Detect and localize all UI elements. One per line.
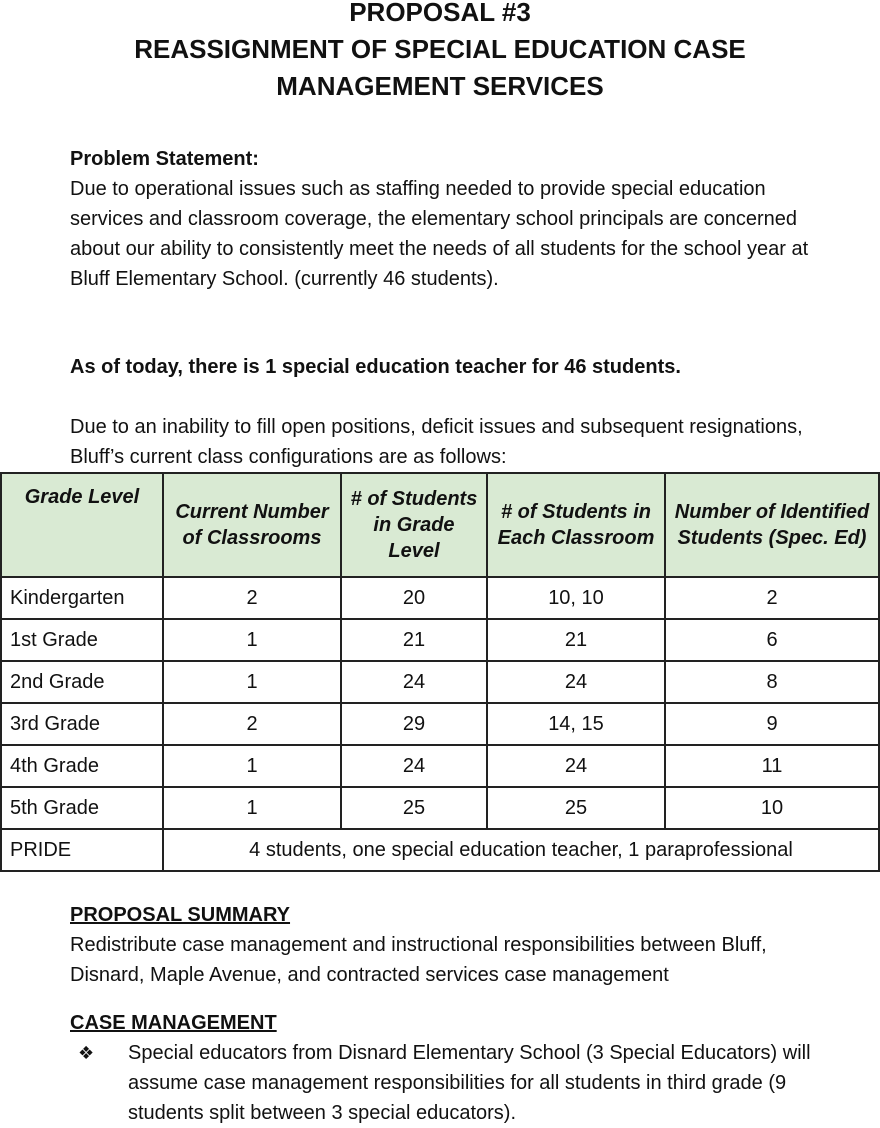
header-grade-level: Grade Level bbox=[1, 473, 163, 577]
header-students-in-grade: # of Students in Grade Level bbox=[341, 473, 487, 577]
table-row bbox=[1, 661, 879, 703]
header-current-classrooms: Current Number of Classrooms bbox=[163, 473, 341, 577]
problem-statement-section bbox=[70, 144, 840, 294]
title-line-3: MANAGEMENT SERVICES bbox=[276, 71, 604, 101]
cell-grade-level: 5th Grade bbox=[1, 787, 163, 829]
cell-identified-students: 8 bbox=[665, 661, 879, 703]
table-header-row bbox=[1, 473, 879, 577]
cell-students-in-grade: 29 bbox=[341, 703, 487, 745]
list-item bbox=[70, 1038, 840, 1128]
cell-classrooms: 1 bbox=[163, 787, 341, 829]
staffing-highlight: As of today, there is 1 special education teacher for 46 students. bbox=[70, 356, 681, 378]
cell-grade-level: 3rd Grade bbox=[1, 703, 163, 745]
table-row bbox=[1, 577, 879, 619]
title-line-2: REASSIGNMENT OF SPECIAL EDUCATION CASE bbox=[134, 34, 746, 64]
table-row bbox=[1, 745, 879, 787]
proposal-summary-body: Redistribute case management and instructional responsibilities between Bluff, Disnard, Maple Avenue, and contracted services case management bbox=[70, 934, 767, 986]
cell-classrooms: 2 bbox=[163, 703, 341, 745]
cell-students-in-grade: 24 bbox=[341, 661, 487, 703]
header-identified-students: Number of Identified Students (Spec. Ed) bbox=[665, 473, 879, 577]
cell-grade-level: Kindergarten bbox=[1, 577, 163, 619]
cell-grade-level: 4th Grade bbox=[1, 745, 163, 787]
cell-students-in-grade: 21 bbox=[341, 619, 487, 661]
case-management-section bbox=[70, 1008, 840, 1128]
case-management-list bbox=[70, 1038, 840, 1128]
cell-students-in-grade: 24 bbox=[341, 745, 487, 787]
cell-pride-text: 4 students, one special education teacher, 1 paraprofessional bbox=[163, 829, 879, 871]
title-line-1: PROPOSAL #3 bbox=[349, 0, 531, 27]
table-body bbox=[1, 577, 879, 871]
cell-classrooms: 1 bbox=[163, 661, 341, 703]
case-management-heading: CASE MANAGEMENT bbox=[70, 1012, 277, 1034]
cell-students-each-classroom: 10, 10 bbox=[487, 577, 665, 619]
cell-identified-students: 6 bbox=[665, 619, 879, 661]
class-configuration-table bbox=[0, 472, 880, 872]
problem-statement-heading: Problem Statement: bbox=[70, 148, 259, 170]
configuration-intro: Due to an inability to fill open positions, deficit issues and subsequent resignations, Bluff’s current class configurations are as follows: bbox=[70, 416, 803, 468]
cell-pride-label: PRIDE bbox=[1, 829, 163, 871]
proposal-summary-section bbox=[70, 900, 840, 990]
cell-students-in-grade: 20 bbox=[341, 577, 487, 619]
header-students-each-classroom: # of Students in Each Classroom bbox=[487, 473, 665, 577]
cell-students-each-classroom: 21 bbox=[487, 619, 665, 661]
table-row bbox=[1, 703, 879, 745]
cell-identified-students: 2 bbox=[665, 577, 879, 619]
cell-classrooms: 2 bbox=[163, 577, 341, 619]
cell-classrooms: 1 bbox=[163, 745, 341, 787]
cell-students-each-classroom: 25 bbox=[487, 787, 665, 829]
case-management-bullet-text: Special educators from Disnard Elementary School (3 Special Educators) will assume case management responsibilities for all students in third grade (9 students split between 3 special educators). bbox=[128, 1042, 811, 1124]
cell-identified-students: 9 bbox=[665, 703, 879, 745]
cell-identified-students: 11 bbox=[665, 745, 879, 787]
table-row bbox=[1, 619, 879, 661]
problem-statement-body: Due to operational issues such as staffing needed to provide special education services and classroom coverage, the elementary school principals are concerned about our ability to consistently meet the needs of all students for the school year at Bluff Elementary School. (currently 46 students). bbox=[70, 178, 809, 290]
cell-students-each-classroom: 24 bbox=[487, 661, 665, 703]
diamond-bullet-icon: ❖ bbox=[78, 1043, 95, 1063]
cell-classrooms: 1 bbox=[163, 619, 341, 661]
cell-students-in-grade: 25 bbox=[341, 787, 487, 829]
table-row-pride bbox=[1, 829, 879, 871]
cell-identified-students: 10 bbox=[665, 787, 879, 829]
cell-students-each-classroom: 24 bbox=[487, 745, 665, 787]
proposal-summary-heading: PROPOSAL SUMMARY bbox=[70, 904, 291, 926]
cell-grade-level: 2nd Grade bbox=[1, 661, 163, 703]
cell-students-each-classroom: 14, 15 bbox=[487, 703, 665, 745]
table-row bbox=[1, 787, 879, 829]
cell-grade-level: 1st Grade bbox=[1, 619, 163, 661]
document-title bbox=[0, 0, 880, 105]
